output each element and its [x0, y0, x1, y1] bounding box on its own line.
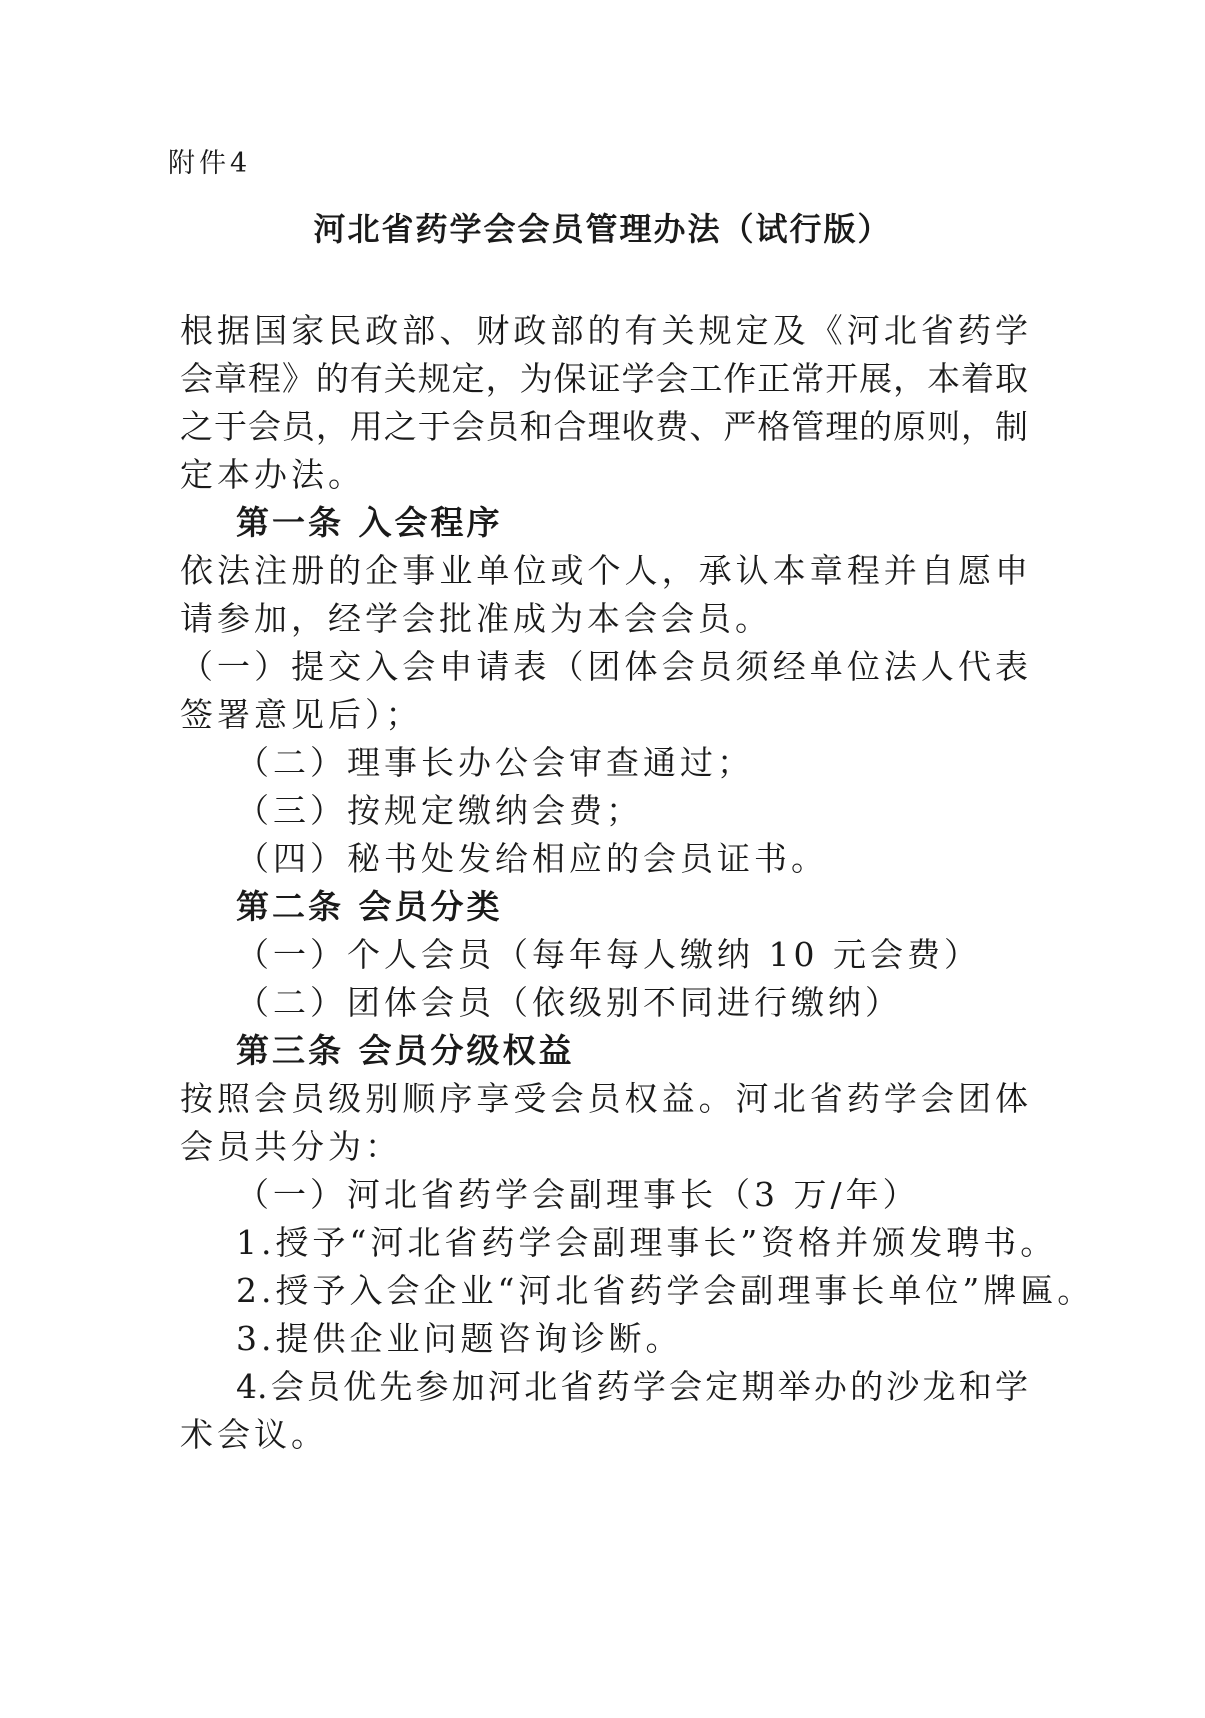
benefit-item: 术会议。 [180, 1415, 328, 1454]
benefit-item: 4.会员优先参加河北省药学会定期举办的沙龙和学 [236, 1367, 1028, 1406]
article1-item: 签署意见后）； [180, 695, 423, 734]
article3-heading: 第三条 会员分级权益 [236, 1031, 575, 1070]
article2-heading: 第二条 会员分类 [236, 887, 503, 926]
article2-item: （一）个人会员（每年每人缴纳 10 元会费） [236, 935, 981, 974]
intro-line: 根据国家民政部、财政部的有关规定及《河北省药学 [180, 311, 1028, 350]
intro-line: 定本办法。 [180, 455, 365, 494]
intro-line: 会章程》的有关规定，为保证学会工作正常开展，本着取 [180, 359, 1028, 398]
article3-para-line: 会员共分为： [180, 1127, 402, 1166]
article1-item: （三）按规定缴纳会费； [236, 791, 643, 830]
article1-item: （四）秘书处发给相应的会员证书。 [236, 839, 828, 878]
article1-para-line: 请参加，经学会批准成为本会会员。 [180, 599, 772, 638]
article1-item: （一）提交入会申请表（团体会员须经单位法人代表 [180, 647, 1028, 686]
article1-para-line: 依法注册的企事业单位或个人，承认本章程并自愿申 [180, 551, 1028, 590]
intro-line: 之于会员，用之于会员和合理收费、严格管理的原则，制 [180, 407, 1028, 446]
article3-para-line: 按照会员级别顺序享受会员权益。河北省药学会团体 [180, 1079, 1028, 1118]
article1-item: （二）理事长办公会审查通过； [236, 743, 754, 782]
article2-item: （二）团体会员（依级别不同进行缴纳） [236, 983, 902, 1022]
benefit-item: 2.授予入会企业“河北省药学会副理事长单位”牌匾。 [236, 1271, 1095, 1310]
benefit-item: 1.授予“河北省药学会副理事长”资格并颁发聘书。 [236, 1223, 1058, 1262]
article1-heading: 第一条 入会程序 [236, 503, 503, 542]
benefit-item: 3.提供企业问题咨询诊断。 [236, 1319, 683, 1358]
document-title: 河北省药学会会员管理办法（试行版） [313, 210, 892, 248]
attachment-label: 附件4 [168, 148, 252, 179]
article3-level: （一）河北省药学会副理事长（3 万/年） [236, 1175, 920, 1214]
